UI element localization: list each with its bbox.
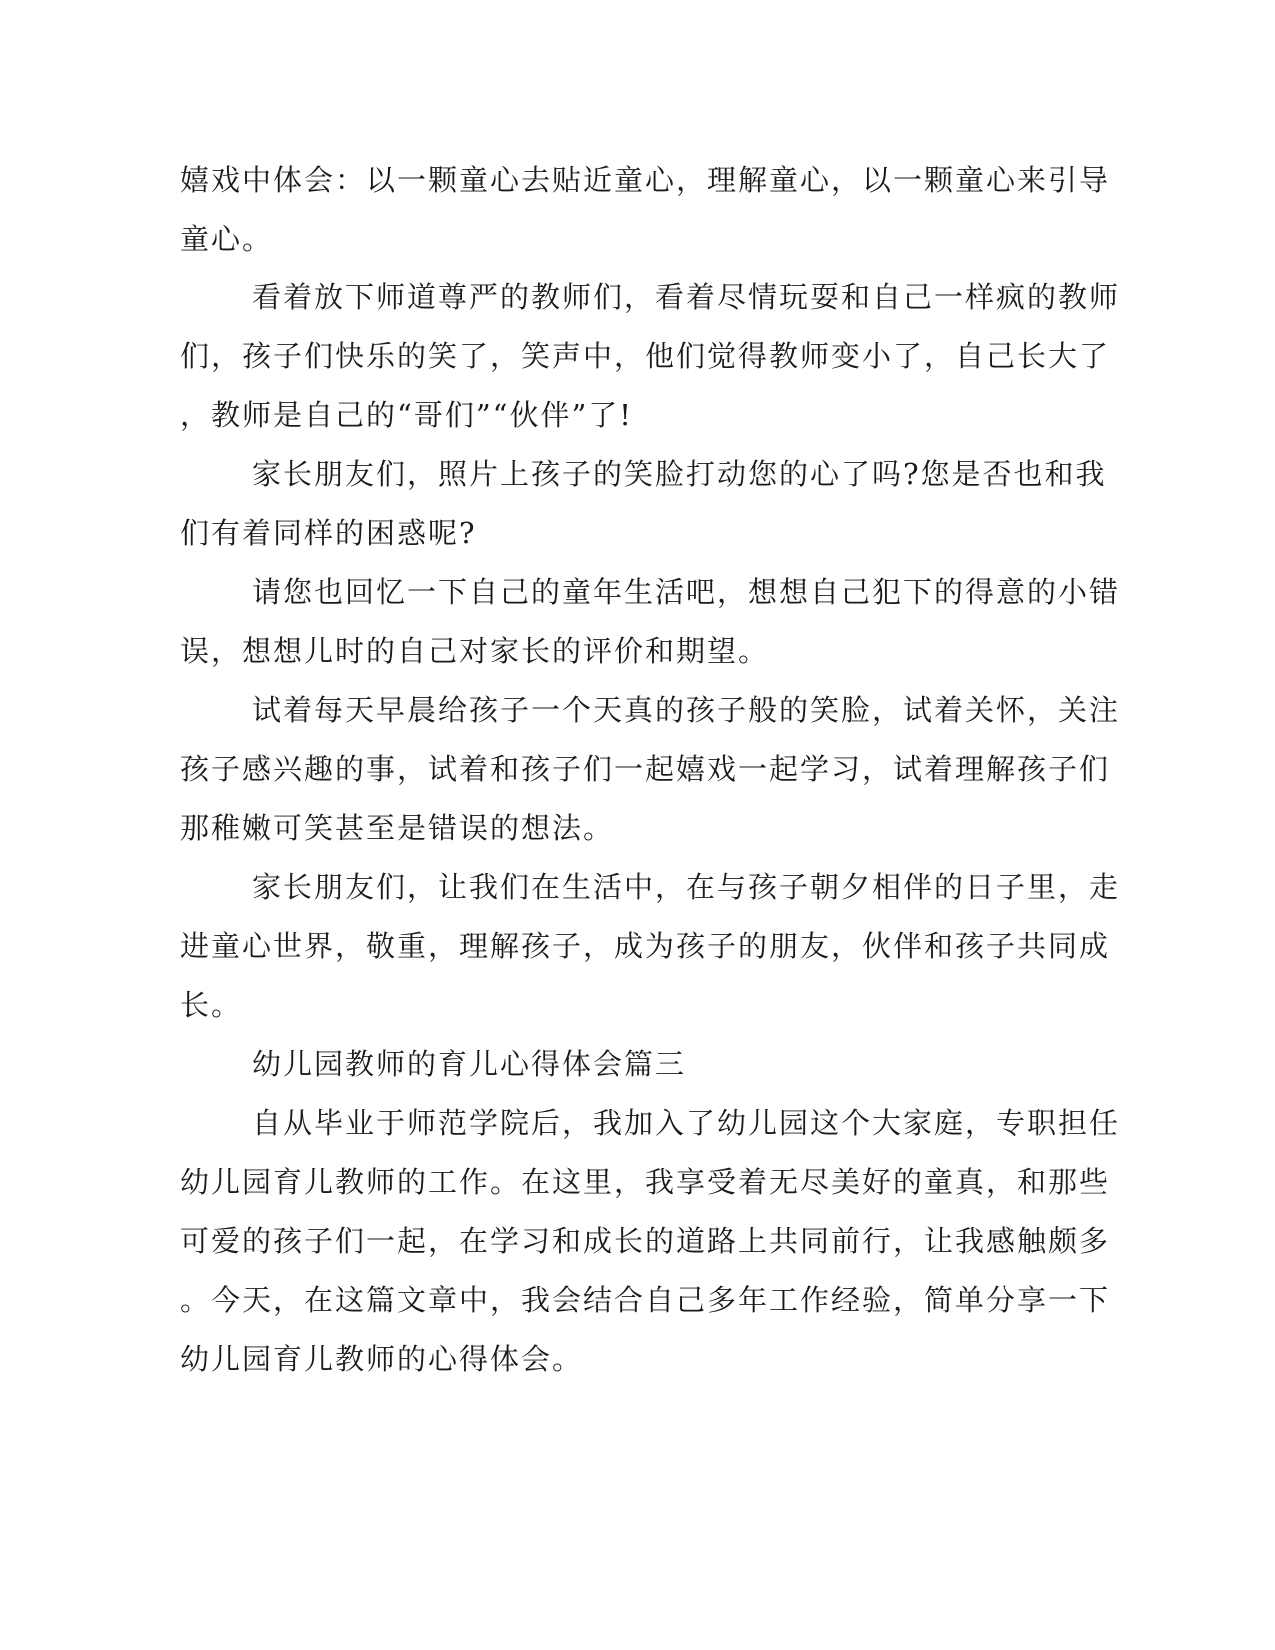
text-line: 误，想想儿时的自己对家长的评价和期望。 xyxy=(180,634,770,668)
text-line: 家长朋友们，让我们在生活中，在与孩子朝夕相伴的日子里，走 xyxy=(252,870,1121,904)
text-line: ，教师是自己的“哥们”“伙伴”了! xyxy=(180,398,633,432)
section-heading: 幼儿园教师的育儿心得体会篇三 xyxy=(252,1047,687,1081)
text-line: 那稚嫩可笑甚至是错误的想法。 xyxy=(180,811,615,845)
text-line: 幼儿园育儿教师的工作。在这里，我享受着无尽美好的童真，和那些 xyxy=(180,1165,1111,1199)
text-line: 。今天，在这篇文章中，我会结合自己多年工作经验，简单分享一下 xyxy=(180,1283,1111,1317)
text-line: 孩子感兴趣的事，试着和孩子们一起嬉戏一起学习，试着理解孩子们 xyxy=(180,752,1111,786)
text-line: 童心。 xyxy=(180,222,274,256)
text-line: 们，孩子们快乐的笑了，笑声中，他们觉得教师变小了，自己长大了 xyxy=(180,339,1111,373)
text-line: 看着放下师道尊严的教师们，看着尽情玩耍和自己一样疯的教师 xyxy=(252,280,1121,314)
text-line: 们有着同样的困惑呢? xyxy=(180,516,477,550)
text-line: 幼儿园育儿教师的心得体会。 xyxy=(180,1342,584,1376)
text-line: 长。 xyxy=(180,988,243,1022)
text-line: 家长朋友们，照片上孩子的笑脸打动您的心了吗?您是否也和我 xyxy=(252,457,1107,491)
text-line: 可爱的孩子们一起，在学习和成长的道路上共同前行，让我感触颇多 xyxy=(180,1224,1111,1258)
text-line: 试着每天早晨给孩子一个天真的孩子般的笑脸，试着关怀，关注 xyxy=(252,693,1121,727)
text-line: 进童心世界，敬重，理解孩子，成为孩子的朋友，伙伴和孩子共同成 xyxy=(180,929,1111,963)
text-line: 请您也回忆一下自己的童年生活吧，想想自己犯下的得意的小错 xyxy=(252,575,1121,609)
text-line: 嬉戏中体会：以一颗童心去贴近童心，理解童心，以一颗童心来引导 xyxy=(180,163,1111,197)
text-line: 自从毕业于师范学院后，我加入了幼儿园这个大家庭，专职担任 xyxy=(252,1106,1121,1140)
